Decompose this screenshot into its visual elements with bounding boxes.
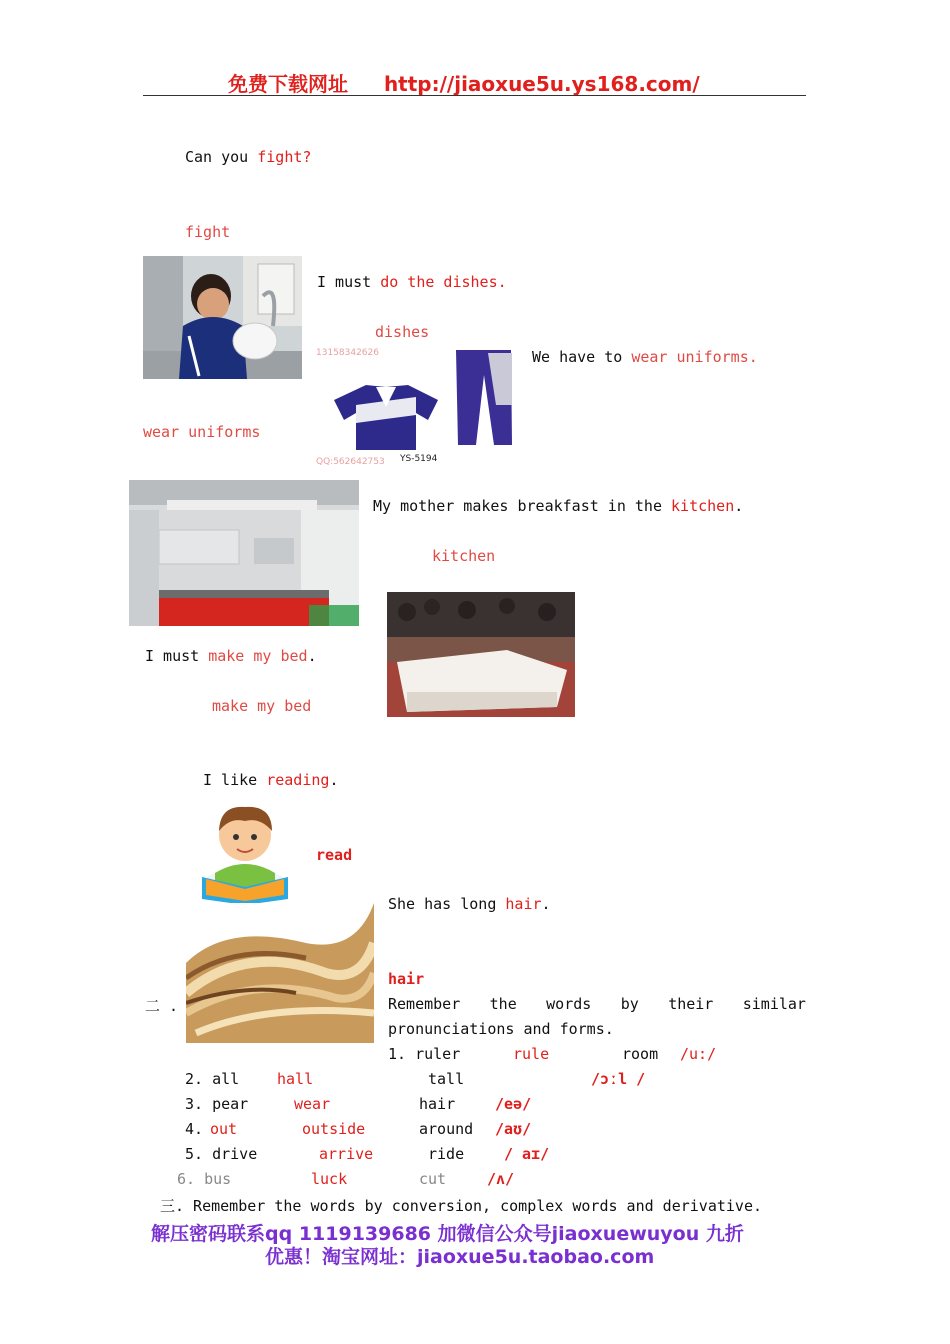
keyword: fight? — [257, 148, 312, 166]
section2-title — [388, 995, 806, 1013]
row-6-word3: cut — [419, 1170, 447, 1188]
sentence-fight — [185, 148, 311, 166]
row-6-num: 6. bus — [177, 1170, 232, 1188]
row-2-word2: hall — [277, 1070, 314, 1088]
uniform-photo — [316, 345, 516, 467]
footer-line2[interactable]: 优惠！淘宝网址：jiaoxue5u.taobao.com — [265, 1246, 655, 1268]
sentence-uniform — [532, 348, 758, 366]
label-uniform: wear uniforms — [143, 423, 261, 441]
hair-photo — [186, 903, 374, 1043]
header-url[interactable]: http://jiaoxue5u.ys168.com/ — [383, 72, 700, 96]
row-4-word3: around — [419, 1120, 474, 1138]
keyword: do the dishes. — [380, 273, 507, 291]
reading-boy-illustration — [190, 795, 300, 905]
sentence-text: . — [541, 895, 551, 913]
sentence-text: She has long — [388, 895, 506, 913]
bed-photo — [387, 592, 575, 717]
sentence-text: . — [734, 497, 744, 515]
sentence-text: I must — [317, 273, 381, 291]
header — [228, 68, 700, 97]
header-divider — [143, 95, 806, 96]
dishes-photo — [143, 256, 302, 379]
row-6-ipa: /ʌ/ — [487, 1170, 515, 1188]
row-5-num: 5. drive — [185, 1145, 258, 1163]
row-2-num: 2. all — [185, 1070, 240, 1088]
footer-line1: 解压密码联系qq 1119139686 加微信公众号jiaoxuewuyou 九折 — [151, 1223, 744, 1245]
sentence-bed — [145, 647, 317, 665]
section2-number: 二 . — [145, 997, 179, 1015]
row-6-word2: luck — [311, 1170, 348, 1188]
uniform-code: YS-5194 — [400, 454, 438, 464]
uniform-watermark-qq: QQ:562642753 — [316, 457, 385, 467]
row-5-ipa: / aɪ/ — [504, 1145, 550, 1163]
row-2-word3: tall — [428, 1070, 465, 1088]
title-word: their — [668, 995, 714, 1013]
sentence-hair — [388, 895, 551, 913]
keyword: hair — [505, 895, 542, 913]
row-3-word2: wear — [294, 1095, 331, 1113]
label-read: read — [316, 846, 353, 864]
row-1-num: 1. ruler — [388, 1045, 461, 1063]
sentence-text: I like — [203, 771, 267, 789]
label-dishes: dishes — [375, 323, 430, 341]
sentence-text: . — [329, 771, 339, 789]
sentence-kitchen — [373, 497, 743, 515]
section3-title: 三. Remember the words by conversion, complex words and derivative. — [160, 1197, 762, 1215]
sentence-text: My mother makes breakfast in the — [373, 497, 672, 515]
row-4-word1: out — [210, 1120, 238, 1138]
sentence-text: . — [307, 647, 317, 665]
keyword: make my bed — [208, 647, 308, 665]
row-5-word2: arrive — [319, 1145, 374, 1163]
row-3-word3: hair — [419, 1095, 456, 1113]
row-1-word2: rule — [513, 1045, 550, 1063]
row-4-ipa: /aʊ/ — [495, 1120, 532, 1138]
keyword: wear uniforms. — [631, 348, 758, 366]
kitchen-photo — [129, 480, 359, 626]
row-2-ipa: /ɔːl / — [591, 1070, 646, 1088]
row-1-word3: room — [622, 1045, 659, 1063]
label-hair: hair — [388, 970, 425, 988]
keyword: kitchen — [671, 497, 735, 515]
row-3-ipa: /eə/ — [495, 1095, 532, 1113]
row-3-num: 3. pear — [185, 1095, 249, 1113]
sentence-reading — [203, 771, 338, 789]
label-bed: make my bed — [212, 697, 312, 715]
uniform-watermark-phone: 13158342626 — [316, 348, 379, 358]
row-1-ipa: /u:/ — [680, 1045, 717, 1063]
sentence-text: I must — [145, 647, 209, 665]
sentence-text: Can you — [185, 148, 258, 166]
row-4-word2: outside — [302, 1120, 366, 1138]
row-5-word3: ride — [428, 1145, 465, 1163]
title-word: by — [620, 995, 639, 1013]
section2-title-line2: pronunciations and forms. — [388, 1020, 614, 1038]
title-word: words — [546, 995, 592, 1013]
header-site-cn: 免费下载网址 — [228, 72, 348, 96]
row-4-num: 4. — [185, 1120, 204, 1138]
sentence-dishes — [317, 273, 507, 291]
title-word: Remember — [388, 995, 461, 1013]
keyword: reading — [266, 771, 330, 789]
label-fight: fight — [185, 223, 231, 241]
title-word: the — [489, 995, 517, 1013]
title-word: similar — [742, 995, 806, 1013]
label-kitchen: kitchen — [432, 547, 496, 565]
sentence-text: We have to — [532, 348, 632, 366]
